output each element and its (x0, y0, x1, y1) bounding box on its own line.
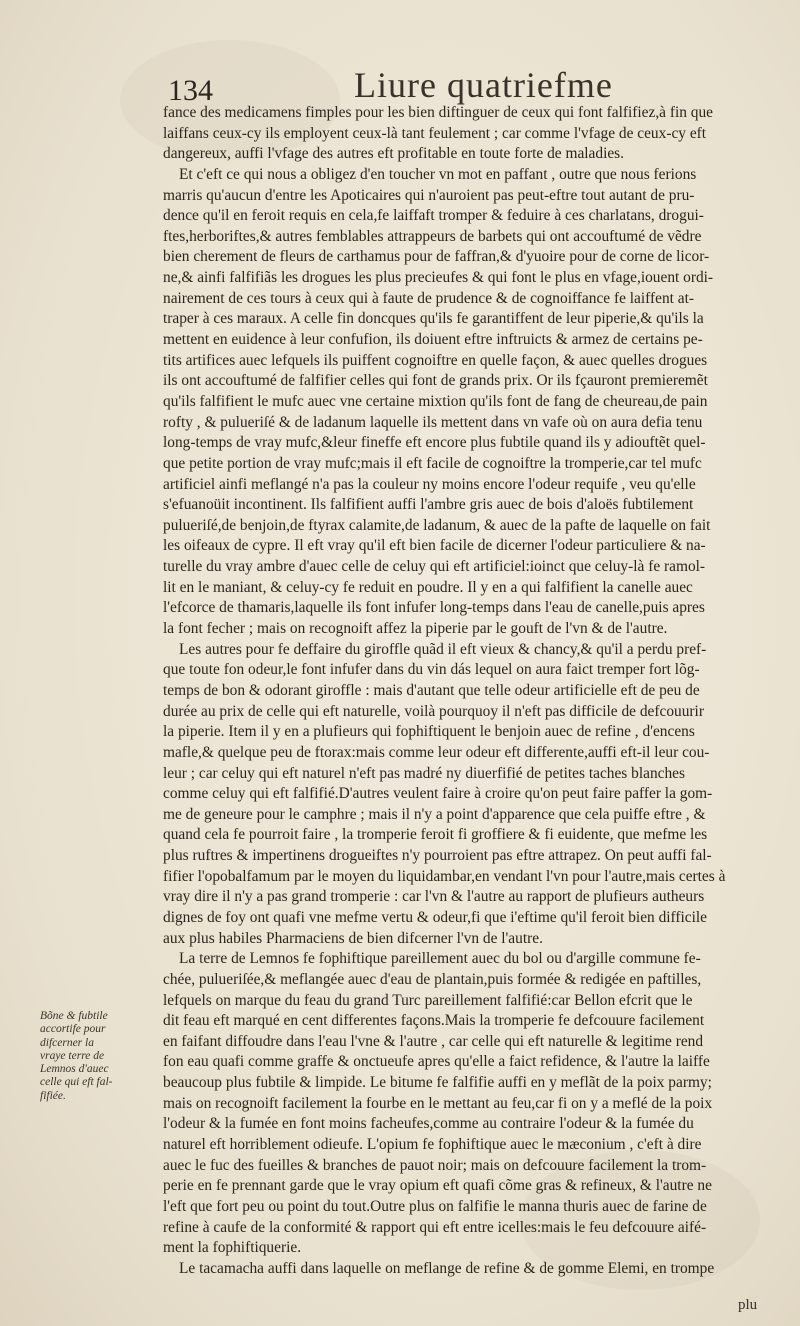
text-line: plus ruftres & impertinens drogueiftes n'y pourroient pas eftre attrapez. On peut auffi fal- (163, 847, 712, 865)
text-line: chée, pulueriſée,& meflangée auec d'eau de plantain,puis formée & redigée en paftilles, (163, 970, 702, 988)
text-line: que toute fon odeur,le font infufer dans du vin dás lequel on aura faict tremper fort lõg- (163, 661, 700, 679)
catchword: plu (738, 1297, 758, 1313)
text-line: la font fecher ; mais on recognoift affez la piperie par le gouft de l'vn & de l'autre. (163, 620, 668, 638)
text-line: en faifant diffoudre dans l'eau l'vne & l'autre , car celle qui eft naturelle & legitime rend (163, 1032, 704, 1050)
text-line: vray dire il n'y a pas grand tromperie : car l'vn & l'autre au rapport de plufieurs autheurs (163, 888, 705, 906)
text-line: mais on recognoift facilement la fourbe en le mettant au feu,car fi on y a meflé de la poix (163, 1094, 713, 1112)
text-line: nairement de ces tours à ceux qui à faute de prudence & de cognoiffance fe laiffent at- (163, 289, 695, 307)
text-line: fance des medicamens fimples pour les bien diftinguer de ceux qui font falfifiez,à fin que (163, 104, 714, 121)
text-line: l'efcorce de thamaris,laquelle ils font infufer long-temps dans l'eau de canelle,puis apres (163, 599, 705, 617)
text-line: fifier l'opobalfamum par le moyen du liquidambar,en vendant l'vn pour l'autre,mais certes à (163, 867, 726, 885)
text-line: l'odeur & la fumée en font moins facheufes,comme au contraire l'odeur & la fumée du (163, 1115, 694, 1133)
text-line: beaucoup plus fubtile & limpide. Le bitume fe falfifie auffi en y meflãt de la poix parmy; (163, 1074, 712, 1092)
text-line: ils ont accouftumé de falfifier celles qui font de grands prix. Or ils fçauront premieremẽt (163, 372, 708, 390)
text-line: dence qu'il en feroit requis en cela,fe laiffaft tromper & feduire à ces charlatans, drogui- (163, 207, 704, 225)
page-number: 134 (168, 74, 213, 107)
text-line: rofty , & pulueriſé & de ladanum laquelle ils mettent dans vn vafe où on aura defia tenu (163, 413, 703, 431)
text-line: les oifeaux de cypre. Il eft vray qu'il eft bien facile de dicerner l'odeur particuliere & na- (163, 537, 706, 555)
text-line: long-temps de vray mufc,&leur fineffe eft encore plus fubtile quand ils y adiouftẽt quel- (163, 434, 706, 452)
text-line: comme celuy qui eft falfifié.D'autres veulent faire à croire qu'on peut faire paffer la gom- (163, 785, 713, 803)
text-line: La terre de Lemnos fe fophiftique pareillement auec du bol ou d'argille commune fe- (179, 950, 701, 968)
margin-note-line: celle qui eft fal- (40, 1076, 113, 1089)
text-line: qu'ils falfifient le mufc auec vne certaine mixtion qu'ils font de fang de cheureau,de pain (163, 392, 708, 410)
text-line: naturel eft horriblement odieufe. L'opium fe fophiftique auec le mæconium , c'eft à dire (163, 1136, 702, 1154)
text-line: que petite portion de vray mufc;mais il eft facile de cognoiftre la tromperie,car tel mufc (163, 454, 702, 472)
text-line: l'eft que fort peu ou point du tout.Outre plus on falfifie le manna thuris auec de farine de (163, 1197, 707, 1215)
text-line: aux plus habiles Pharmaciens de bien difcerner l'vn de l'autre. (163, 929, 543, 947)
text-line: Le tacamacha auffi dans laquelle on meflange de refine & de gomme Elemi, en trompe (179, 1259, 715, 1277)
margin-note-line: Bõne & fubtile (40, 1010, 108, 1022)
body-text (163, 103, 773, 1280)
text-line: lefquels on marque du feau du grand Turc pareillement falfifié:car Bellon efcrit que le (163, 991, 693, 1009)
text-line: Les autres pour fe deffaire du giroffle quãd il eft vieux & chancy,& qu'il a perdu pref- (179, 640, 707, 658)
text-line: dit feau eft marqué en cent differentes façons.Mais la tromperie fe defcouure facilement (163, 1012, 705, 1030)
text-line: tits artifices auec lefquels ils puiffent cognoiftre en quelle façon, & auec quelles drogues (163, 351, 708, 369)
text-line: dangereux, auffi l'vfage des autres eft profitable en toute forte de maladies. (163, 145, 625, 163)
text-line: ne,& ainfi falfifiãs les drogues les plus precieufes & qui font le plus en vfage,iouent ordi- (163, 269, 714, 287)
text-line: fon eau quafi comme graffe & onctueufe apres qu'elle a faict refidence, & l'autre la laiffe (163, 1053, 710, 1071)
text-line: artificiel ainfi meflangé n'a pas la couleur ny moins encore l'odeur requife , veu qu'elle (163, 475, 696, 493)
text-line: refine à caufe de la conformité & rapport qui eft entre icelles:mais le feu defcouure aifé- (163, 1218, 707, 1236)
text-line: la piperie. Item il y en a plufieurs qui fophiftiquent le benjoin auec de refine , d'encens (163, 723, 695, 741)
running-head: Liure quatriefme (354, 65, 613, 105)
text-line: turelle du vray ambre d'auec celle de celuy qui eft artificiel:ioinct que celuy-là fe ramol- (163, 558, 706, 576)
margin-note (40, 1010, 158, 1103)
text-line: laiffans ceux-cy ils employent ceux-là tant feulement ; car comme l'vfage de ceux-cy eft (163, 124, 707, 142)
text-line: durée au prix de celle qui eft naturelle, voilà pourquoy il n'eft pas difficile de defcouurir (163, 702, 704, 720)
text-line: bien cherement de fleurs de carthamus pour de faffran,& d'yuoire pour de corne de licor- (163, 248, 710, 266)
margin-note-line: vraye terre de (40, 1049, 105, 1062)
margin-note-line: accortife pour (40, 1023, 106, 1036)
text-line: perie en fe prennant garde que le vray opium eft quafi cõme gras & refineux, & l'autre ne (163, 1177, 712, 1195)
text-line: mettent en euidence à leur confufion, ils doiuent eftre inftruicts & armez de certains pe- (163, 331, 703, 349)
text-line: quand cela fe pourroit faire , la tromperie feroit fi groffiere & fi euidente, que mefme les (163, 826, 708, 844)
text-line: marris qu'aucun d'entre les Apoticaires qui n'auroient pas peut-eftre tout autant de pru- (163, 186, 695, 204)
text-line: Et c'eft ce qui nous a obligez d'en toucher vn mot en paffant , outre que nous ferions (179, 165, 697, 183)
margin-note-line: Lemnos d'auec (40, 1063, 109, 1076)
margin-note-line: fifiée. (40, 1089, 66, 1102)
text-line: mafle,& quelque peu de ftorax:mais comme leur odeur eft differente,auffi eft-il leur cou- (163, 743, 710, 761)
text-line: auec le fuc des fueilles & branches de pauot noir; mais on defcouure facilement la trom- (163, 1156, 707, 1174)
text-line: temps de bon & odorant giroffle : mais d'autant que telle odeur artificielle eft de peu de (163, 681, 700, 699)
text-line: ftes,herboriftes,& autres femblables attrappeurs de barbets qui ont accouftumé de vẽdre (163, 227, 702, 245)
text-line: leur ; car celuy qui eft naturel n'eft pas madré ny diuerfifié de petites taches blanches (163, 764, 685, 782)
text-line: pulueriſé,de benjoin,de ftyrax calamite,de ladanum, & auec de la pafte de laquelle on fait (163, 516, 711, 534)
text-line: lit en le maniant, & celuy-cy fe reduit en poudre. Il y en a qui falfifient la canelle auec (163, 578, 693, 596)
margin-note-line: difcerner la (40, 1036, 94, 1049)
text-line: dignes de foy ont quafi vne mefme vertu & odeur,fi que i'eftime qu'il feroit bien difficile (163, 908, 708, 926)
text-line: me de geneure pour le camphre ; mais il n'y a point d'apparence que cela puiffe eftre , & (163, 805, 706, 823)
text-line: traper à ces maraux. A celle fin doncques qu'ils fe garantiffent de leur piperie,& qu'ils la (163, 310, 704, 328)
text-line: s'efuanoüit incontinent. Ils falfifient auffi l'ambre gris auec de bois d'aloës fubtilement (163, 496, 694, 514)
text-line: ment la fophiftiquerie. (163, 1239, 302, 1257)
